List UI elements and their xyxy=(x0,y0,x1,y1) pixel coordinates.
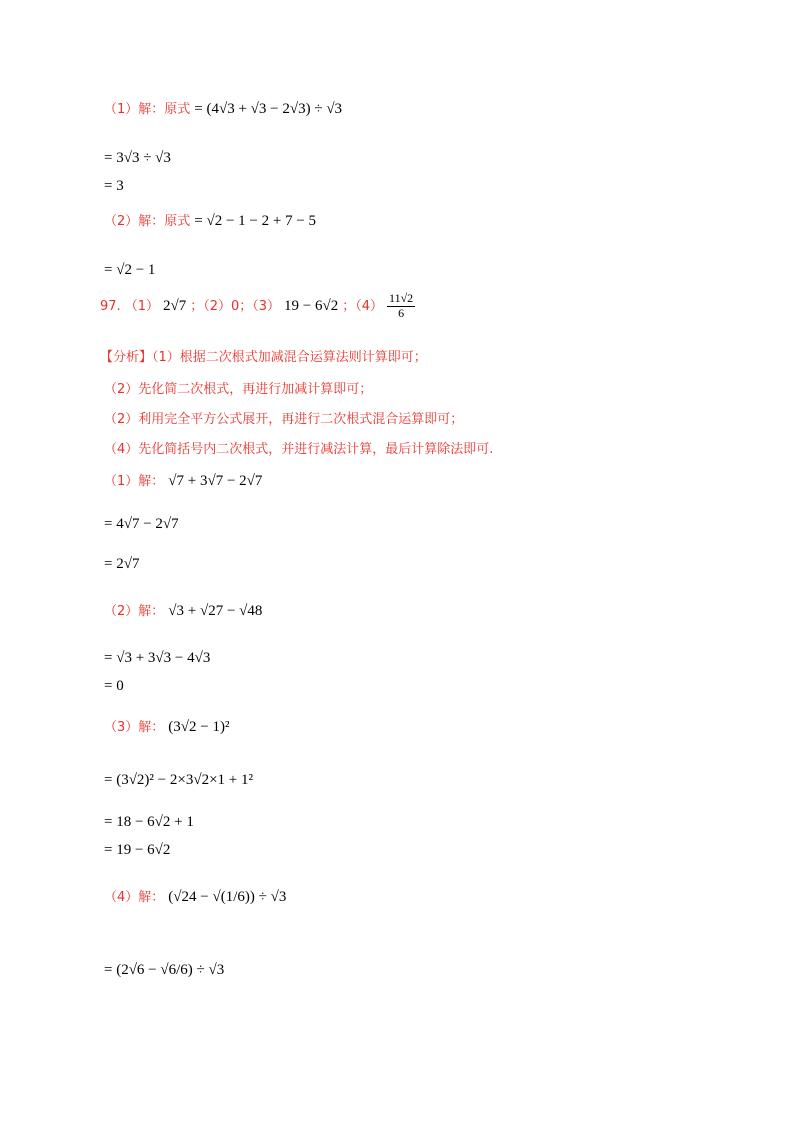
question-number: 97. xyxy=(100,298,121,314)
solution-label: （1）解：原式 xyxy=(104,102,191,117)
fraction-denominator: 6 xyxy=(398,305,405,320)
fraction-numerator: 11√2 xyxy=(389,291,414,305)
solution-line xyxy=(104,210,316,230)
answer-fraction xyxy=(387,292,415,321)
solution-label: （2）解：原式 xyxy=(104,214,191,229)
math-step: = 0 xyxy=(104,678,124,694)
analysis-line: （2）先化简二次根式，再进行加减计算即可； xyxy=(104,382,373,397)
solution-line xyxy=(104,470,262,490)
solution-label: （3）解： xyxy=(104,720,165,735)
math-step: = 3√3 ÷ √3 xyxy=(104,150,171,166)
math-expression: √7 + 3√7 − 2√7 xyxy=(168,473,263,489)
math-step: = (2√6 − √6/6) ÷ √3 xyxy=(104,962,225,978)
analysis-line: （2）利用完全平方公式展开，再进行二次根式混合运算即可； xyxy=(104,412,464,427)
math-step: = √2 − 1 xyxy=(104,262,156,278)
math-expression: (√24 − √(1/6)) ÷ √3 xyxy=(168,889,287,905)
solution-label: （2）解： xyxy=(104,604,165,619)
math-expression: √3 + √27 − √48 xyxy=(168,603,263,619)
answer-part-label: （1） xyxy=(124,298,159,314)
math-expression: = (4√3 + √3 − 2√3) ÷ √3 xyxy=(194,101,343,117)
math-step: = 4√7 − 2√7 xyxy=(104,516,179,532)
math-step: = 2√7 xyxy=(104,556,140,572)
math-step: = 3 xyxy=(104,178,124,194)
solution-line xyxy=(104,886,286,906)
analysis-line: （4）先化简括号内二次根式，并进行减法计算，最后计算除法即可. xyxy=(104,442,494,457)
math-step: = 19 − 6√2 xyxy=(104,842,171,858)
math-step: = 18 − 6√2 + 1 xyxy=(104,814,194,830)
answer-value: 2√7 xyxy=(162,297,187,314)
solution-label: （1）解： xyxy=(104,474,165,489)
solution-line xyxy=(104,716,229,736)
solution-line xyxy=(104,600,262,620)
solution-line xyxy=(104,98,342,118)
solution-label: （4）解： xyxy=(104,890,165,905)
math-step: = (3√2)² − 2×3√2×1 + 1² xyxy=(104,772,253,788)
analysis-line: 【分析】（1）根据二次根式加减混合运算法则计算即可； xyxy=(100,350,427,365)
math-expression: = √2 − 1 − 2 + 7 − 5 xyxy=(194,213,317,229)
answer-part-label: ；（2）0；（3） xyxy=(190,298,281,314)
answer-line-97 xyxy=(100,292,415,321)
answer-value: 19 − 6√2 xyxy=(284,297,339,314)
math-expression: (3√2 − 1)² xyxy=(168,719,230,735)
answer-part-label: ；（4） xyxy=(342,298,384,314)
math-step: = √3 + 3√3 − 4√3 xyxy=(104,650,211,666)
